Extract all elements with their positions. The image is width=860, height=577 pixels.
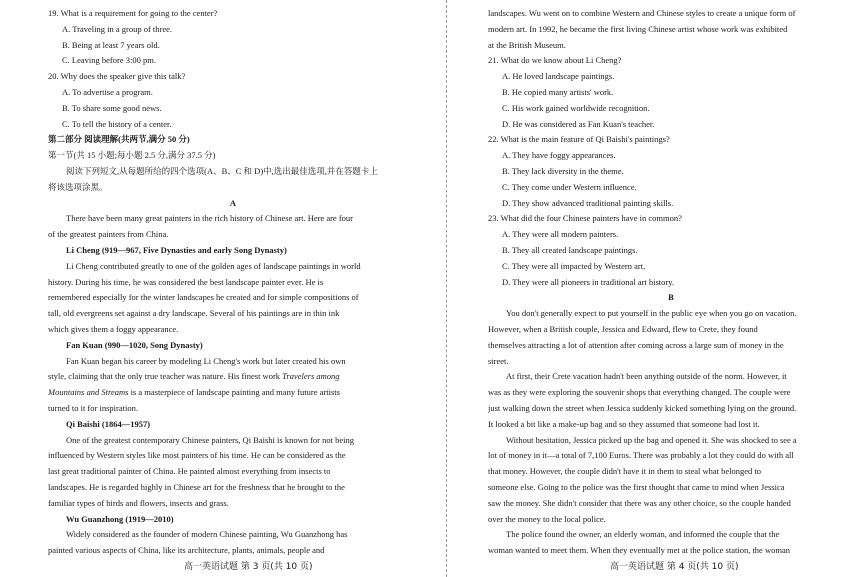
passage-a-line: familiar types of birds and flowers, insects and grass. <box>48 497 229 508</box>
passage-a-line: of the greatest painters from China. <box>48 229 169 240</box>
passage-a-line: which gives them a foggy appearance. <box>48 323 179 334</box>
passage-a-line: Fan Kuan began his career by modeling Li Cheng's work but later created his own <box>66 355 346 366</box>
question-21: 21. What do we know about Li Cheng? <box>488 55 622 66</box>
passage-b-line: saw the money. She didn't consider that there was any other choice, so the couple handed <box>488 497 791 508</box>
q21-option-d: D. He was considered as Fan Kuan's teacher. <box>502 118 655 129</box>
passage-b-line: You don't generally expect to put yourself in the public eye when you go on vacation. <box>506 308 797 319</box>
section-1-heading: 第一节(共 15 小题;每小题 2.5 分,满分 37.5 分) <box>48 150 216 161</box>
page-footer-right: 高一英语试题 第 4 页(共 10 页) <box>610 562 739 572</box>
question-23: 23. What did the four Chinese painters have in common? <box>488 213 682 224</box>
q19-option-a: A. Traveling in a group of three. <box>62 23 173 34</box>
q20-option-b: B. To share some good news. <box>62 102 162 113</box>
passage-a-line: One of the greatest contemporary Chinese painters, Qi Baishi is known for not being <box>66 434 354 445</box>
passage-a-text: style, claiming that the only true teacher was nature. His finest work <box>48 371 281 382</box>
passage-a-line: painted various aspects of China, like its architecture, plants, animals, people and <box>48 545 325 556</box>
passage-b-label: B <box>668 292 674 303</box>
passage-a-text: is a masterpiece of landscape painting and many future artists <box>128 387 340 398</box>
passage-b-line: It looked a bit like a make-up bag and so they assumed that someone had lost it. <box>488 418 760 429</box>
passage-a-line: turned to it for inspiration. <box>48 402 138 413</box>
passage-b-line: themselves attracting a lot of attention after coming across a large sum of money in the <box>488 339 784 350</box>
passage-b-line: lot of money in it—a total of 7,100 Euros. There was probably a lot they could do with all <box>488 450 794 461</box>
passage-b-line: At first, their Crete vacation hadn't been anything outside of the norm. However, it <box>506 371 787 382</box>
passage-a-line <box>48 385 418 401</box>
page-footer-left: 高一英语试题 第 3 页(共 10 页) <box>184 562 313 572</box>
passage-b-line: just walking down the street when Jessica suddenly kicked something lying on the ground. <box>488 402 797 413</box>
left-page-column <box>48 6 418 559</box>
page-divider <box>446 0 447 577</box>
passage-b-line: that money. However, the couple didn't have it in them to steal what belonged to <box>488 466 762 477</box>
q21-option-a: A. He loved landscape paintings. <box>502 71 615 82</box>
artwork-title: Mountains and Streams <box>48 387 129 398</box>
painter-heading-wu-guanzhong: Wu Guanzhong (1919—2010) <box>66 513 174 524</box>
passage-b-line: The police found the owner, an elderly woman, and informed the couple that the <box>506 529 780 540</box>
passage-a-line: Li Cheng contributed greatly to one of the golden ages of landscape paintings in world <box>66 260 361 271</box>
q19-option-c: C. Leaving before 3:00 pm. <box>62 55 156 66</box>
passage-a-line: Widely considered as the founder of modern Chinese painting, Wu Guanzhong has <box>66 529 348 540</box>
q20-option-a: A. To advertise a program. <box>62 86 153 97</box>
passage-a-line: landscapes. Wu went on to combine Western and Chinese styles to create a unique form of <box>488 8 796 18</box>
q21-option-b: B. He copied many artists' work. <box>502 86 614 97</box>
passage-b-line: However, when a British couple, Jessica and Edward, flew to Crete, they found <box>488 323 758 334</box>
q22-option-d: D. They show advanced traditional painting skills. <box>502 197 674 208</box>
passage-a-line: influenced by Western styles like most painters of his time. He can be considered as the <box>48 450 346 461</box>
instructions-line-1: 阅读下列短文,从每题所给的四个选项(A、B、C 和 D)中,选出最佳选项,并在答题卡上 <box>66 165 378 176</box>
part-2-heading: 第二部分 阅读理解(共两节,满分 50 分) <box>48 134 190 145</box>
passage-b-line: over the money to the local police. <box>488 513 606 524</box>
q23-option-b: B. They all created landscape paintings. <box>502 244 638 255</box>
passage-a-line: at the British Museum. <box>488 39 566 50</box>
passage-a-line: last great traditional painter of China. He painted almost everything from insects to <box>48 466 331 477</box>
artwork-title: Travelers among <box>282 371 340 382</box>
painter-heading-qi-baishi: Qi Baishi (1864—1957) <box>66 418 151 429</box>
right-page-column <box>488 6 854 559</box>
passage-b-line: was as they were exploring the souvenir shops that everything changed. The couple were <box>488 387 791 398</box>
q23-option-a: A. They were all modern painters. <box>502 229 619 240</box>
q19-option-b: B. Being at least 7 years old. <box>62 39 160 50</box>
instructions-line-2: 将该选项涂黑。 <box>48 181 108 192</box>
q23-option-d: D. They were all pioneers in traditional art history. <box>502 276 675 287</box>
passage-a-line: modern art. In 1992, he became the first living Chinese artist whose work was exhibited <box>488 23 788 34</box>
q22-option-b: B. They lack diversity in the theme. <box>502 165 624 176</box>
painter-heading-li-cheng: Li Cheng (919—967, Five Dynasties and early Song Dynasty) <box>66 244 287 255</box>
question-20: 20. Why does the speaker give this talk? <box>48 71 186 82</box>
passage-a-line: tall, old evergreens set against a dry landscape. Several of his paintings are in thin ink <box>48 308 340 319</box>
passage-a-line <box>48 369 418 385</box>
q23-option-c: C. They were all impacted by Western art. <box>502 260 646 271</box>
passage-a-line: landscapes. He is regarded highly in Chinese art for the freshness that he brought to the <box>48 481 345 492</box>
q22-option-c: C. They come under Western influence. <box>502 181 637 192</box>
q20-option-c: C. To tell the history of a center. <box>62 118 172 129</box>
passage-a-label: A <box>229 197 237 208</box>
q22-option-a: A. They have foggy appearances. <box>502 150 616 161</box>
passage-b-line: woman wanted to meet them. When they eventually met at the police station, the woman <box>488 545 790 556</box>
passage-a-line: history. During his time, he was considered the best landscape painter ever. He is <box>48 276 324 287</box>
question-22: 22. What is the main feature of Qi Baishi's paintings? <box>488 134 670 145</box>
passage-b-line: Without hesitation, Jessica picked up the bag and opened it. She was shocked to see a <box>506 434 797 445</box>
question-19: 19. What is a requirement for going to the center? <box>48 8 218 18</box>
passage-b-line: someone else. Going to the police was the first thought that came to mind when Jessica <box>488 481 785 492</box>
passage-a-line: remembered especially for the winter landscapes he created and for simple compositions of <box>48 292 359 303</box>
q21-option-c: C. His work gained worldwide recognition. <box>502 102 650 113</box>
passage-b-line: street. <box>488 355 509 366</box>
passage-a-line: There have been many great painters in the rich history of Chinese art. Here are four <box>66 213 353 224</box>
painter-heading-fan-kuan: Fan Kuan (990—1020, Song Dynasty) <box>66 339 203 350</box>
